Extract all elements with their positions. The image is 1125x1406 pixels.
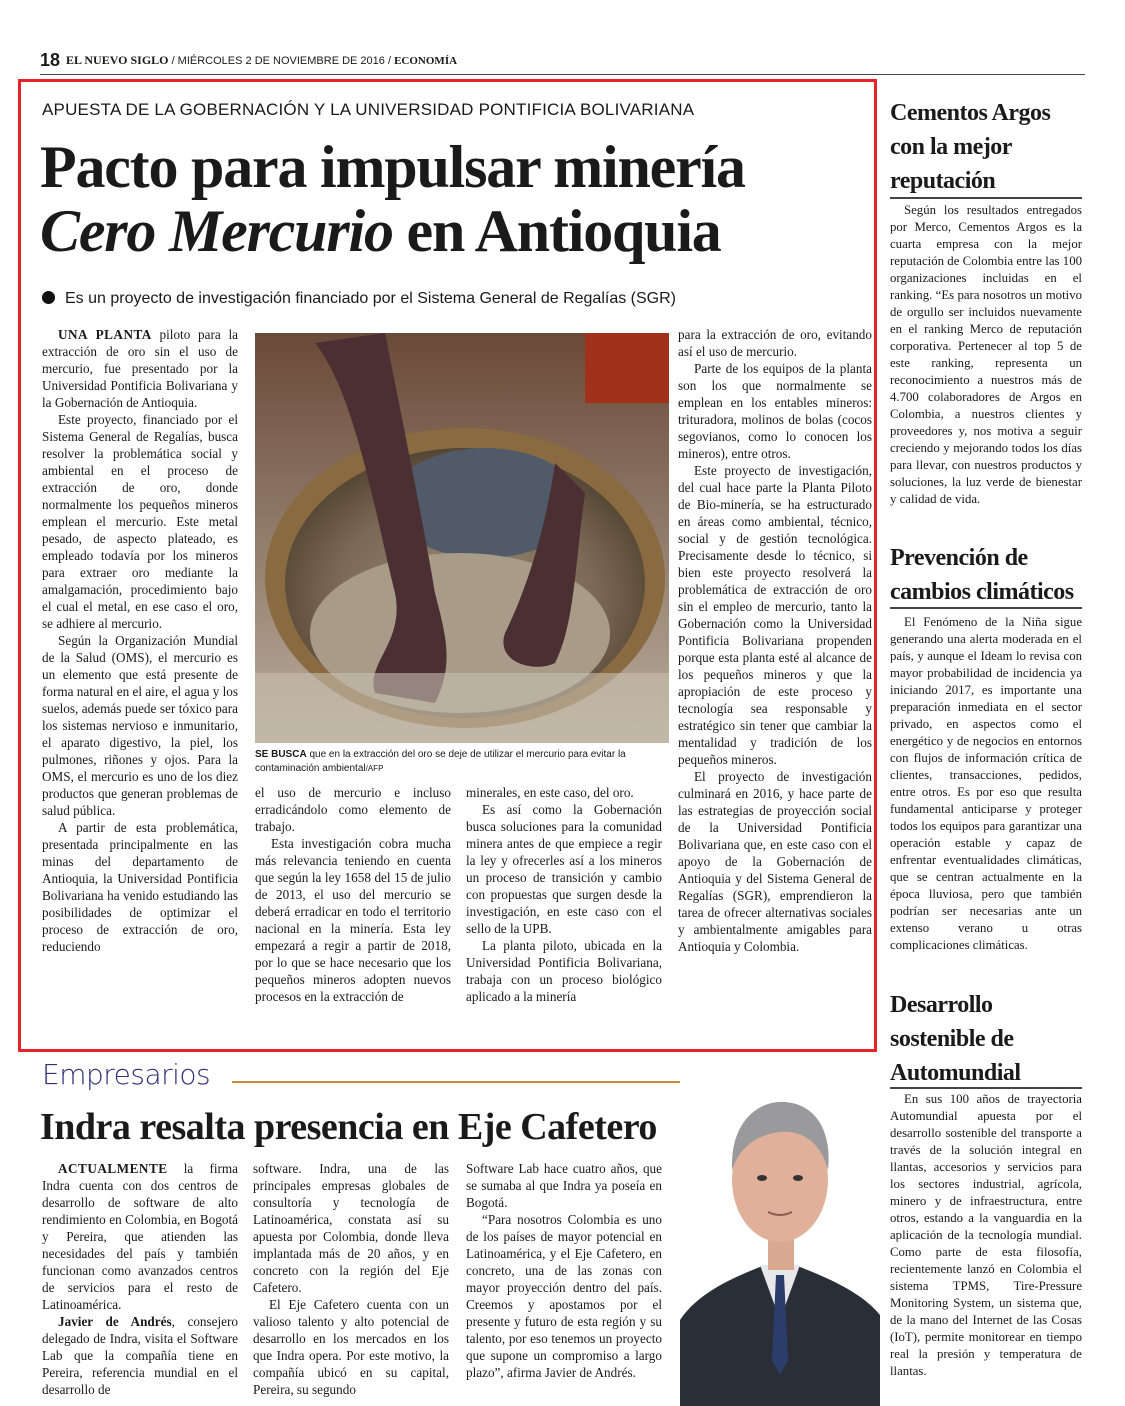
lead-word: ACTUALMENTE	[58, 1161, 168, 1176]
paragraph: software. Indra, una de las principales empresas globales de consultoría y tecnología de Latinoamérica, constata así su apuesta por Colombia, donde lleva implantada más de 20 años, y en concreto con la región del Eje Cafetero.	[253, 1161, 449, 1295]
paragraph: Parte de los equipos de la planta son los que normalmente se emplean en los entables mineros: trituradora, molinos de bolas (cocos segovianos, como lo conocen los mineros), entre otros.	[678, 361, 872, 461]
lead-word: UNA PLANTA	[58, 327, 152, 342]
paragraph: Software Lab hace cuatro años, que se sumaba al que Indra ya poseía en Bogotá.	[466, 1161, 662, 1210]
subhead-text: Es un proyecto de investigación financiado por el Sistema General de Regalías (SGR)	[65, 290, 676, 307]
headline-italic: Cero Mercurio	[40, 198, 393, 264]
paragraph: La planta piloto, ubicada en la Universidad Pontificia Bolivariana, trabaja con un proceso biológico aplicado a la minería	[466, 938, 662, 1004]
section-label-empresarios: Empresarios	[42, 1058, 211, 1091]
issue-date: / MIÉRCOLES 2 DE NOVIEMBRE DE 2016 /	[171, 55, 392, 67]
section-name: ECONOMÍA	[394, 55, 458, 67]
mining-photo	[255, 333, 669, 743]
paragraph: Esta investigación cobra mucha más relevancia teniendo en cuenta que según la ley 1658 del 15 de julio de 2013, el uso del mercurio se deberá erradicar en todo el territorio nacional en la minería. Esta ley empezará a regir a partir de 2018, por lo que se hace necesario que los pequeños mineros adopten nuevos procesos en la extracción de	[255, 836, 451, 1004]
sidebar-divider	[890, 1087, 1082, 1089]
headline-line-2: en Antioquia	[392, 198, 721, 264]
article-column-4	[678, 326, 872, 955]
sidebar-title-argos: Cementos Argos con la mejor reputación	[890, 100, 1051, 194]
photo-caption: SE BUSCA que en la extracción del oro se deje de utilizar el mercurio para evitar la contaminación ambiental/AFP	[255, 749, 626, 774]
paragraph: para la extracción de oro, evitando así el uso de mercurio.	[678, 327, 872, 359]
newspaper-name: EL NUEVO SIGLO	[66, 53, 169, 67]
sidebar-title-automundial: Desarrollo sostenible de Automundial	[890, 992, 1021, 1086]
sidebar-divider	[890, 197, 1082, 199]
article-subhead	[42, 290, 676, 308]
article-column-3	[466, 784, 662, 1005]
page-number: 18	[40, 50, 61, 70]
paragraph: El Eje Cafetero cuenta con un valioso talento y alto potencial de desarrollo en los mercados en los que Indra opera. Por este motivo, la compañía ubicó en su capital, Pereira, su segundo	[253, 1297, 449, 1397]
paragraph: ACTUALMENTE la firma Indra cuenta con dos centros de desarrollo de software de alto rendimiento en Colombia, en Bogotá y Pereira, que atienden las necesidades del país y también funcionan como avanzados centros de servicios para el resto de Latinoamérica.	[42, 1161, 238, 1312]
paragraph: Javier de Andrés, consejero delegado de Indra, visita el Software Lab que la compañía tiene en Pereira, referencia mundial en el desarrollo de	[42, 1314, 239, 1397]
photo-credit: /AFP	[365, 764, 384, 773]
headline-line-1: Pacto para impulsar minería	[40, 134, 745, 200]
page-header	[40, 50, 1085, 75]
paragraph: A partir de esta problemática, presentada principalmente en las minas del departamento de Antioquia, la Universidad Pontificia Bolivariana ha venido estudiando las posibilidades de optimizar el proceso de extracción de oro, reduciendo	[42, 820, 238, 954]
paragraph: Este proyecto de investigación, del cual hace parte la Planta Piloto de Bio-minería, se ha estructurado en áreas como ambiental, técnico, social y de gestión tecnológica. Precisamente desde lo técnico, si bien este proyecto resolverá la problemática de extracción de oro sin el empleo de mercurio, tanto la Gobernación como la Universidad Pontificia Bolivariana propenden porque esta planta esté al alcance de los pequeños mineros y que la apropiación de este proceso y tecnología sea responsable y estratégico sin tener que cambiar la mentalidad y tradición de los pequeños mineros.	[678, 463, 872, 767]
man-portrait-image	[680, 1060, 880, 1406]
paragraph: “Para nosotros Colombia es uno de los países de mayor potencial en Latinoamérica, y el Eje Cafetero, en concreto, una de las zonas con mayor proyección dentro del país. Creemos y apostamos por el presente y futuro de esta región y su talento, por eso tenemos un proyecto que supone un compromiso a largo plazo”, afirma Javier de Andrés.	[466, 1212, 662, 1380]
paragraph: UNA PLANTA piloto para la extracción de oro sin el uso de mercurio, fue presentado por la Universidad Pontificia Bolivariana y la Gobernación de Antioquia.	[42, 327, 238, 410]
indra-headline: Indra resalta presencia en Eje Cafetero	[40, 1106, 657, 1148]
article-column-1	[42, 326, 238, 955]
paragraph: Es así como la Gobernación busca soluciones para la comunidad minera antes de que empiece a regir la ley y ofrecerles así a los mineros un proceso de transición y cambio con propuestas que surgen desde la investigación, en este caso con el sello de la UPB.	[466, 802, 662, 936]
paragraph: el uso de mercurio e incluso erradicándolo como elemento de trabajo.	[255, 785, 451, 834]
indra-column-3	[466, 1160, 662, 1381]
sidebar-text-clima: El Fenómeno de la Niña sigue generando una alerta moderada en el país, y aunque el Ideam lo revisa con mayor probabilidad de incidencia ya iniciando 2017, es importante una preparación inmediata en el sector privado, en aspectos como el energético y de negocios en entornos con flujos de información crítica de clientes, transacciones, pedidos, entre otros. Es por eso que resulta fundamental anticiparse y proteger todos los equipos para garantizar una operación estable y capaz de enfrentar eventualidades climáticas, que se centran actualmente en la época lluviosa, pero que también podrían ser necesarias ante un extenso verano u otras complicaciones climáticas.	[890, 615, 1082, 952]
indra-column-1	[42, 1160, 238, 1398]
article-headline	[40, 135, 870, 263]
indra-column-2	[253, 1160, 449, 1398]
hands-in-pan-image	[255, 333, 669, 743]
sidebar-text-automundial: En sus 100 años de trayectoria Automundial apuesta por el desarrollo sostenible del transporte a través de la solución integral en llantas, accesorios y servicios para los sectores industrial, agrícola, minero y de infraestructura, entre otros, estando a la vanguardia en la aplicación de la tecnología mundial. Como parte de esta filosofía, recientemente lanzó en Colombia el sistema TPMS, Tire-Pressure Monitoring System, un sistema que, de la mano del Internet de las Cosas (IoT), permite monitorear en tiempo real la presión y temperatura de llantas.	[890, 1092, 1082, 1378]
sidebar-text-argos: Según los resultados entregados por Merco, Cementos Argos es la cuarta empresa con la mejor reputación de Colombia entre las 100 organizaciones incluidas en el ranking. “Es para nosotros un motivo de orgullo ser incluidos nuevamente en el ranking Merco de reputación corporativa. Pertenecer al top 5 de este ranking, representa un reconocimiento a nuestros más de 4.700 colaboradores de Argos en Colombia, a nuestros clientes y proveedores y, nos motiva a seguir creciendo y mejorando todos los días para llevar, con nuestros productos y soluciones, la luz verde de bienestar y calidad de vida.	[890, 203, 1082, 506]
sidebar-divider	[890, 607, 1082, 609]
article-kicker: APUESTA DE LA GOBERNACIÓN Y LA UNIVERSIDAD PONTIFICIA BOLIVARIANA	[42, 100, 695, 119]
article-column-2	[255, 784, 451, 1005]
paragraph: Según la Organización Mundial de la Salud (OMS), el mercurio es un elemento que está presente de forma natural en el aire, el agua y los suelos, además puede ser tóxico para los sistemas nervioso e inmunitario, el aparato digestivo, la piel, los pulmones, riñones y ojos. Para la OMS, el mercurio es uno de los diez productos que generan problemas de salud pública.	[42, 633, 238, 818]
paragraph: minerales, en este caso, del oro.	[466, 785, 634, 800]
executive-portrait	[680, 1060, 880, 1406]
caption-lead: SE BUSCA	[255, 749, 307, 760]
sidebar-title-clima: Prevención de cambios climáticos	[890, 545, 1074, 605]
paragraph: Este proyecto, financiado por el Sistema General de Regalías, busca resolver la problemática social y ambiental en el proceso de extracción de oro, donde normalmente los pequeños mineros emplean el mercurio. Este metal pesado, de aspecto plateado, es empleado todavía por los mineros para extraer oro mediante la amalgamación, procedimiento bajo el cual el metal, en ese caso el oro, se adhiere al mercurio.	[42, 412, 238, 631]
paragraph: El proyecto de investigación culminará en 2016, y hace parte de las estrategias de proyección social de la Universidad Pontificia Bolivariana que, en este caso con el apoyo de la Gobernación de Antioquia y del Sistema General de Regalías (SGR), emprendieron la tarea de ofrecer alternativas sociales y ambientalmente amigables para Antioquia y Colombia.	[678, 769, 872, 954]
bullet-dot-icon	[42, 291, 55, 304]
